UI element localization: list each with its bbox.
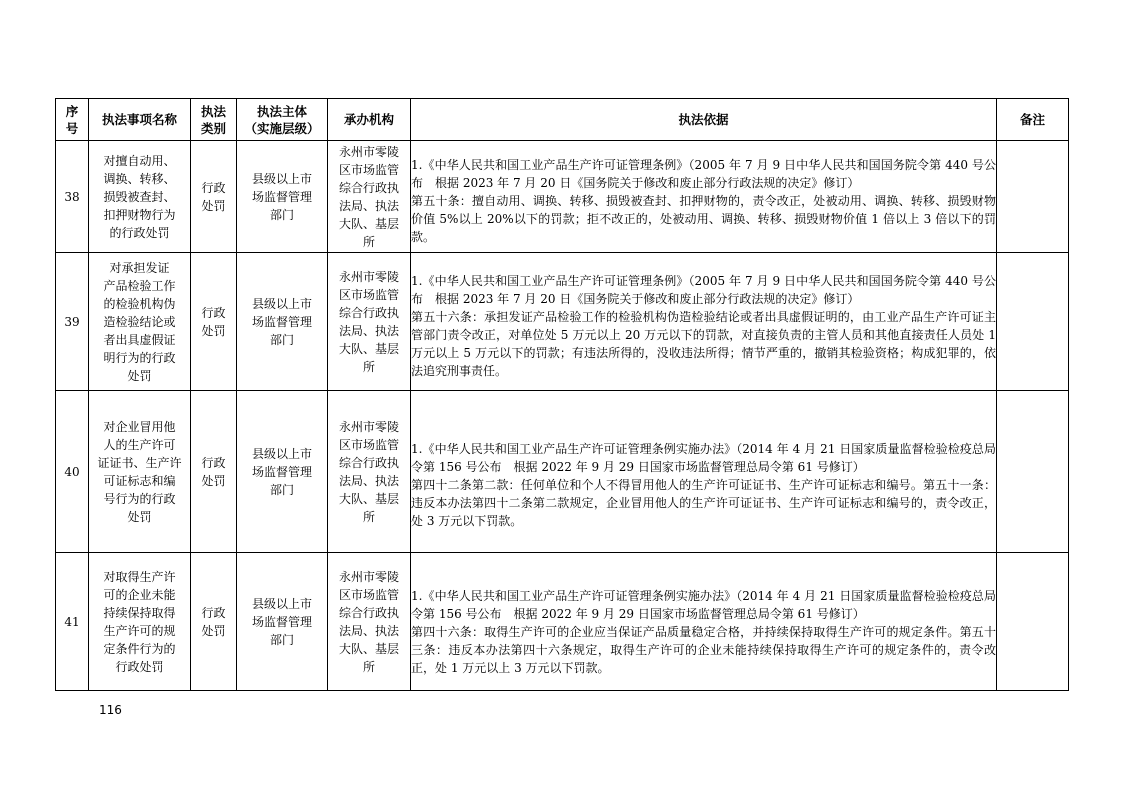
header-category: 执法 类别 [191, 99, 237, 141]
row-basis-text: 1.《中华人民共和国工业产品生产许可证管理条例实施办法》（2014 年 4 月 21 日国家质量监督检验检疫总局令第 156 号公布 根据 2022 年 9 月 29 日国家市场监督管理总局令第 61 号修订） 第四十六条：取得生产许可的企业应当保证产品质量稳定合格，并持续保持取得生产许可的规定条件。第五十三条：违反本办法第四十六条规定，取得生产许可的企业未能持续保持取得生产许可的规定条件的，责令改正，处 1 万元以上 3 万元以下罚款。 [411, 588, 996, 675]
table-row [56, 141, 1069, 253]
header-seq: 序 号 [56, 99, 89, 141]
header-subject: 执法主体 （实施层级） [237, 99, 328, 141]
row-category: 行政 处罚 [191, 141, 237, 253]
row-note [997, 253, 1069, 391]
row-note [997, 141, 1069, 253]
row-subject: 县级以上市 场监督管理 部门 [237, 141, 328, 253]
row-note [997, 553, 1069, 691]
row-seq: 41 [56, 553, 89, 691]
row-note [997, 391, 1069, 553]
table-row [56, 391, 1069, 553]
row-basis-text: 1.《中华人民共和国工业产品生产许可证管理条例》（2005 年 7 月 9 日中华人民共和国国务院令第 440 号公布 根据 2023 年 7 月 20 日《国务院关于修改和废止部分行政法规的决定》修订） 第五十条：擅自动用、调换、转移、损毁被查封、扣押财物的，责令改正，处被动用、调换、转移、损毁财物价值 5%以上 20%以下的罚款；拒不改正的，处被动用、调换、转移、损毁财物价值 1 倍以上 3 倍以下的罚款。 [411, 157, 996, 244]
header-org: 承办机构 [328, 99, 411, 141]
row-name: 对擅自动用、 调换、转移、 损毁被查封、 扣押财物行为 的行政处罚 [89, 141, 191, 253]
header-name: 执法事项名称 [89, 99, 191, 141]
row-subject: 县级以上市 场监督管理 部门 [237, 253, 328, 391]
row-basis [411, 141, 997, 253]
row-basis-text: 1.《中华人民共和国工业产品生产许可证管理条例实施办法》（2014 年 4 月 21 日国家质量监督检验检疫总局令第 156 号公布 根据 2022 年 9 月 29 日国家市场监督管理总局令第 61 号修订） 第四十二条第二款：任何单位和个人不得冒用他人的生产许可证证书、生产许可证标志和编号。第五十一条：违反本办法第四十二条第二款规定，企业冒用他人的生产许可证证书、生产许可证标志和编号的，责令改正，处 3 万元以下罚款。 [411, 441, 996, 528]
row-basis [411, 253, 997, 391]
row-basis [411, 553, 997, 691]
row-seq: 38 [56, 141, 89, 253]
header-row [56, 99, 1069, 141]
table-row [56, 253, 1069, 391]
row-name: 对取得生产许 可的企业未能 持续保持取得 生产许可的规 定条件行为的 行政处罚 [89, 553, 191, 691]
row-org: 永州市零陵 区市场监管 综合行政执 法局、执法 大队、基层 所 [328, 553, 411, 691]
header-basis: 执法依据 [411, 99, 997, 141]
row-org: 永州市零陵 区市场监管 综合行政执 法局、执法 大队、基层 所 [328, 253, 411, 391]
table-row [56, 553, 1069, 691]
enforcement-table [55, 98, 1069, 691]
row-subject: 县级以上市 场监督管理 部门 [237, 391, 328, 553]
row-name: 对企业冒用他 人的生产许可 证证书、生产许 可证标志和编 号行为的行政 处罚 [89, 391, 191, 553]
row-category: 行政 处罚 [191, 553, 237, 691]
row-category: 行政 处罚 [191, 391, 237, 553]
header-note: 备注 [997, 99, 1069, 141]
row-basis-text: 1.《中华人民共和国工业产品生产许可证管理条例》（2005 年 7 月 9 日中华人民共和国国务院令第 440 号公布 根据 2023 年 7 月 20 日《国务院关于修改和废止部分行政法规的决定》修订） 第五十六条：承担发证产品检验工作的检验机构伪造检验结论或者出具虚假证明的，由工业产品生产许可证主管部门责令改正，对单位处 5 万元以上 20 万元以下的罚款，对直接负责的主管人员和其他直接责任人员处 1 万元以上 5 万元以下的罚款；有违法所得的，没收违法所得；情节严重的，撤销其检验资格；构成犯罪的，依法追究刑事责任。 [411, 273, 996, 378]
row-basis [411, 391, 997, 553]
row-seq: 40 [56, 391, 89, 553]
row-seq: 39 [56, 253, 89, 391]
page-number: 116 [99, 703, 122, 717]
row-category: 行政 处罚 [191, 253, 237, 391]
row-subject: 县级以上市 场监督管理 部门 [237, 553, 328, 691]
row-org: 永州市零陵 区市场监管 综合行政执 法局、执法 大队、基层 所 [328, 141, 411, 253]
row-org: 永州市零陵 区市场监管 综合行政执 法局、执法 大队、基层 所 [328, 391, 411, 553]
row-name: 对承担发证 产品检验工作 的检验机构伪 造检验结论或 者出具虚假证 明行为的行政 处罚 [89, 253, 191, 391]
